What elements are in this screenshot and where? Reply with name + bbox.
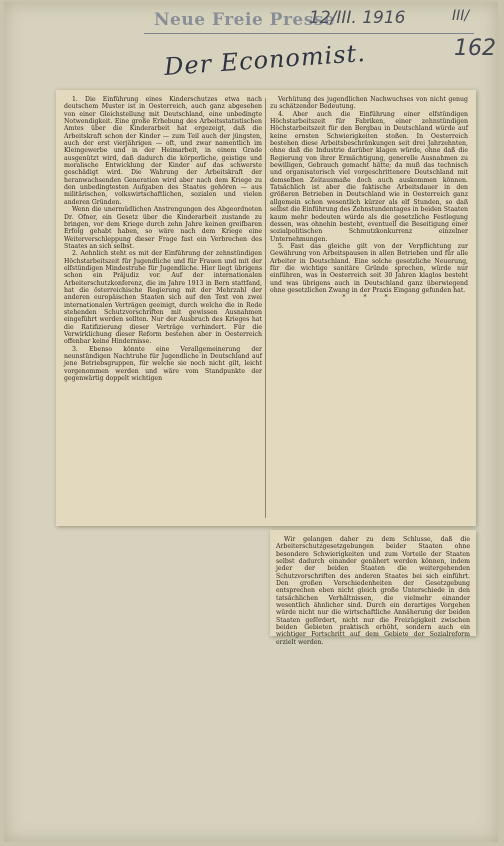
header-rule — [144, 33, 474, 34]
paragraph: 4. Aber auch die Einführung einer elfstündigen Höchstarbeitszeit für Fabriken, einer zehnstündigen Höchstarbeitszeit für den Bergbau in Deutschland würde auf keine ernsten Schwierigkeiten stoßen. In Oesterreich bestehen diese Arbeitsbeschränkungen seit drei Jahrzehnten, ohne daß die Industrie darüber klagen würde, ohne daß die Regierung von ihrer Ermächtigung, generelle Ausnahmen zu bewilligen, Gebrauch gemacht hätte; da muß das technisch und organisatorisch viel vorgeschrittenere Deutschland mit demselben Zeitausmaße doch auch auskommen können. Tatsächlich ist aber die faktische Arbeitsdauer in den größeren Betrieben in Deutschland wie in Oesterreich ganz allgemein schon wesentlich kürzer als elf Stunden, so daß selbst die Einführung des Zehnstundentages in beiden Staaten kaum mehr bedeuten würde als die gesetzliche Festlegung dessen, was ohnehin besteht, eventuell die Beseitigung einer sozialpolitischen Schmutzkonkurrenz einzelner Unternehmungen. — [270, 110, 468, 243]
paragraph: Wir gelangen daher zu dem Schlusse, daß die Arbeiterschutzgesetzgebungen beider Staaten ohne besondere Schwierigkeiten und zum Vorteile der Staaten selbst dadurch einander genähert werden können, indem jeder der beiden Staaten die weitergehenden Schutzvorschriften des anderen Staates bei sich einführt. Den großen Verschiedenheiten der Gesetzgebung entsprechen eben nicht gleich große Unterschiede in den tatsächlichen Verhältnissen, die vielmehr einander wesentlich ähnlicher sind. Durch ein derartiges Vorgehen würde nicht nur die wirtschaftliche Annäherung der beiden Staaten gefördert, nicht nur die Freizügigkeit zwischen beiden Gebieten praktisch erhöht, sondern auch ein wichtiger Fortschritt auf dem Gebiete der Sozialreform erzielt werden. — [276, 536, 470, 646]
paragraph: Verhütung des jugendlichen Nachwuchses von nicht genug zu schätzender Bedeutung. — [270, 96, 468, 111]
handwritten-date: 12/III. 1916 — [309, 8, 406, 28]
paragraph: Wenn die unermüdlichen Anstrengungen des Abgeordneten Dr. Ofner, ein Gesetz über die Kinderarbeit zustande zu bringen, vor dem Kriege durch zehn Jahre keinen greifbaren Erfolg gehabt haben, so wäre nach dem Kriege eine Weiterverschleppung dieser Frage fast ein Verbrechen des Staates an sich selbst. — [64, 206, 262, 250]
article-column-right — [270, 96, 468, 302]
paragraph: 3. Ebenso könnte eine Verallgemeinerung der neunstündigen Nachtruhe für Jugendliche in Deutschland auf jene Betriebsgruppen, für welche sie noch nicht gilt, leicht vorgenommen werden und wäre vom Standpunkte der gegenwärtig doppelt wichtigen — [64, 345, 262, 383]
handwritten-ref: III/ — [452, 8, 470, 24]
newspaper-clipping-main — [56, 90, 476, 526]
article-column-left — [64, 96, 262, 382]
handwritten-page-number: 162 — [454, 36, 496, 61]
paragraph: 2. Aehnlich steht es mit der Einführung der zehnstündigen Höchstarbeitszeit für Jugendliche und für Frauen und mit der elfstündigen Mindestruhe für Jugendliche. Hier liegt übrigens schon ein Präjudiz vor. Auf der internationalen Arbeiterschutzkonferenz, die im Jahre 1913 in Bern stattfand, hat die österreichische Regierung mit der Mehrzahl der anderen europäischen Staaten sich auf den Text von zwei internationalen Verträgen geeinigt, durch welche die in Rede stehenden Schutzvorschriften mit gewissen Ausnahmen eingeführt werden sollten. Nur der Ausbruch des Krieges hat die Ratifizierung dieser Verträge verhindert. Für die Verwirklichung dieser Reform bestehen aber in Oesterreich offenbar keine Hindernisse. — [64, 250, 262, 346]
newspaper-clipping-continuation — [270, 530, 476, 646]
paragraph: 5. Fast das gleiche gilt von der Verpflichtung zur Gewährung von Arbeitspausen in allen Betrieben und für alle Arbeiter in Deutschland. Eine solche gesetzliche Neuerung, für die wichtige sanitäre Gründe sprechen, würde nur einführen, was in Oesterreich seit 30 Jahren klaglos besteht und was übrigens auch in Deutschland ganz überwiegend ohne gesetzlichen Zwang in der Praxis Eingang gefunden hat. — [270, 242, 468, 294]
section-separator: * * * — [342, 294, 396, 302]
paragraph: 1. Die Einführung eines Kinderschutzes etwa nach deutschem Muster ist in Oesterreich, auch ganz abgesehen von einer Gleichstellung mit Deutschland, eine unbedingte Notwendigkeit. Eine große Erhebung des Arbeitsstatistischen Amtes über die Kinderarbeit hat ergezeigt, daß die Arbeitskraft schon der Kinder — zum Teil auch der jüngsten, auch der erst vierjährigen — oft, und zwar namentlich im Kleingewerbe und in der Heimarbeit, in einem Grade ausgenützt wird, daß dadurch die körperliche, geistige und moralische Entwicklung der Kinder auf das schwerste geschädigt wird. Die Wahrung der Arbeitskraft der heranwachsenden Generation wird aber nach dem Kriege zu den unbedingtesten Aufgaben des Staates gehören — aus militärischen, volkswirtschaftlichen, sozialen und vielen anderen Gründen. — [64, 96, 262, 206]
archive-sheet — [4, 2, 498, 842]
newspaper-name: Neue Freie Presse — [154, 10, 336, 30]
handwritten-section-title: Der Economist. — [163, 38, 367, 82]
column-divider — [265, 98, 266, 518]
article-column-continuation — [276, 536, 470, 646]
